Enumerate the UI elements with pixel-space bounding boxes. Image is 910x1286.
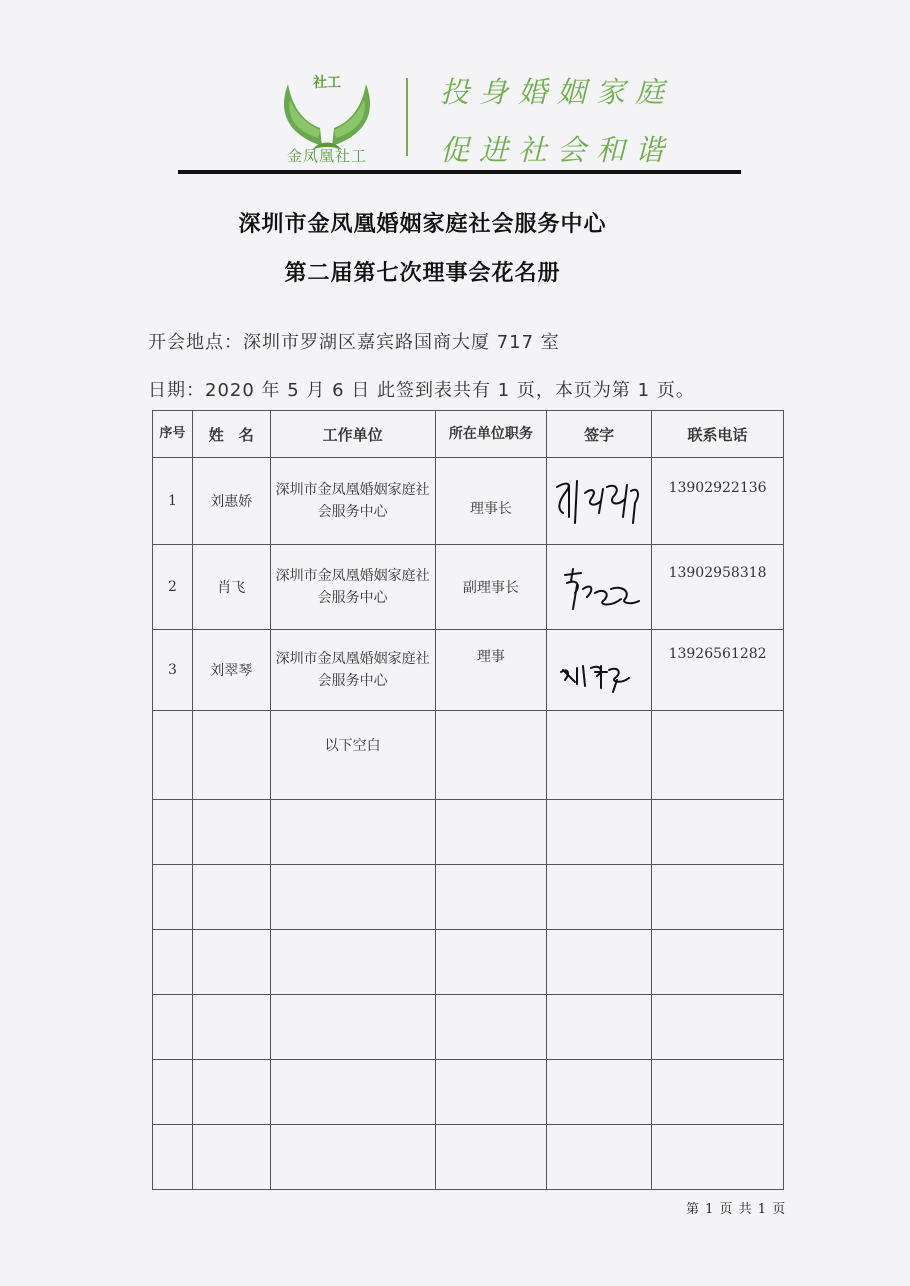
date-line: 日期：2020 年 5 月 6 日 此签到表共有 1 页，本页为第 1 页。 — [148, 380, 695, 401]
page-footer: 第 1 页 共 1 页 — [686, 1202, 787, 1217]
handwritten-signature — [551, 559, 647, 615]
row-position: 理事长 — [435, 458, 546, 545]
table-row — [153, 800, 784, 865]
table-row — [153, 1060, 784, 1125]
table-row — [153, 630, 784, 711]
meeting-location: 开会地点：深圳市罗湖区嘉宾路国商大厦 717 室 — [148, 332, 560, 353]
row-no: 3 — [153, 630, 193, 711]
header-no: 序号 — [153, 411, 193, 458]
row-signature — [547, 630, 652, 711]
row-signature — [547, 458, 652, 545]
logo-badge-text: 社工 — [313, 75, 341, 91]
table-row — [153, 458, 784, 545]
slogan-line-1: 投身婚姻家庭 — [440, 75, 675, 109]
row-org: 深圳市金凤凰婚姻家庭社会服务中心 — [270, 630, 435, 711]
table-row — [153, 865, 784, 930]
table-row — [153, 930, 784, 995]
row-name: 刘翠琴 — [192, 630, 270, 711]
handwritten-signature — [551, 473, 647, 529]
row-phone: 13902922136 — [652, 458, 784, 545]
blank-note: 以下空白 — [270, 711, 435, 800]
table-row — [153, 545, 784, 630]
logo-text: 金凤凰社工 — [286, 147, 367, 165]
logo-divider — [406, 78, 408, 156]
row-phone: 13902958318 — [652, 545, 784, 630]
row-name: 刘惠娇 — [192, 458, 270, 545]
row-org: 深圳市金凤凰婚姻家庭社会服务中心 — [270, 458, 435, 545]
table-row — [153, 995, 784, 1060]
header-name: 姓 名 — [192, 411, 270, 458]
table-row — [153, 711, 784, 800]
row-org: 深圳市金凤凰婚姻家庭社会服务中心 — [270, 545, 435, 630]
row-no: 2 — [153, 545, 193, 630]
header-org: 工作单位 — [270, 411, 435, 458]
row-name: 肖飞 — [192, 545, 270, 630]
slogan-line-2: 促进社会和谐 — [440, 133, 675, 167]
table-row — [153, 1125, 784, 1190]
attendance-table — [152, 410, 784, 1190]
header-signature: 签字 — [547, 411, 652, 458]
header-position: 所在单位职务 — [435, 411, 546, 458]
table-header-row — [153, 411, 784, 458]
row-signature — [547, 545, 652, 630]
header-rule — [178, 170, 741, 174]
document-subtitle: 第二届第七次理事会花名册 — [284, 261, 561, 286]
header-phone: 联系电话 — [652, 411, 784, 458]
row-position: 理事 — [435, 630, 546, 711]
row-position: 副理事长 — [435, 545, 546, 630]
document-title: 深圳市金凤凰婚姻家庭社会服务中心 — [238, 212, 607, 237]
handwritten-signature — [551, 642, 647, 698]
row-no: 1 — [153, 458, 193, 545]
row-phone: 13926561282 — [652, 630, 784, 711]
